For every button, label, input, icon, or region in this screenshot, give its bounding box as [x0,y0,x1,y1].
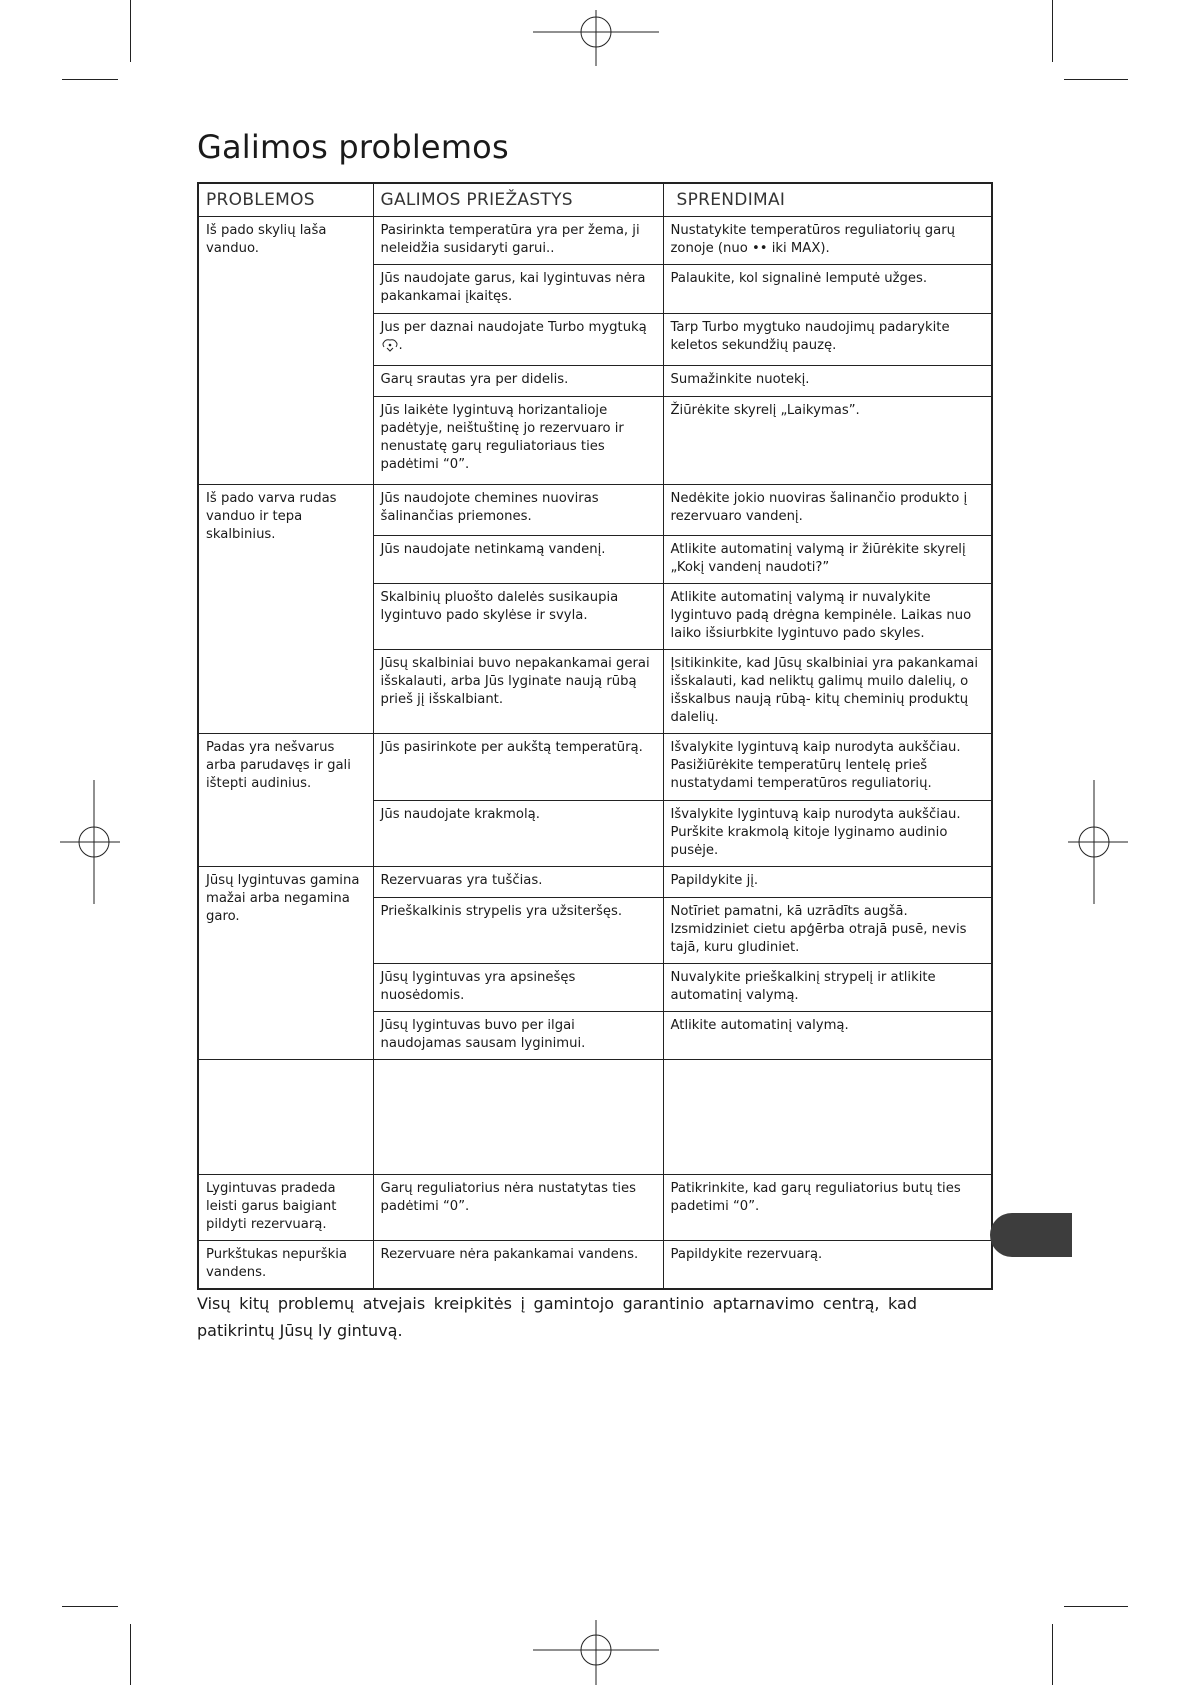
section-tab-marker [990,1213,1072,1257]
cause-suffix: . [398,338,403,353]
solution-cell: Įsitikinkite, kad Jūsų skalbiniai yra pakankamai išskalauti, kad neliktų galimų muilo dalelių, o išskalbus naują rūbą- kitų cheminių produktų dalelių. [663,650,992,734]
header-row [198,183,992,217]
cause-cell: Jūs naudojate netinkamą vandenį. [373,536,663,584]
cause-text: Jus per daznai naudojate Turbo mygtuką [380,320,647,335]
crop-mark [1052,0,1053,62]
solution-cell: Nuvalykite prieškalkinį strypelį ir atlikite automatinį valymą. [663,964,992,1012]
solution-cell: Atlikite automatinį valymą ir nuvalykite lygintuvo padą drėgna kempinėle. Laikas nuo laiko išsiurbkite lygintuvo pado skyles. [663,584,992,650]
problem-cell: Iš pado skylių laša vanduo. [198,217,373,485]
crop-mark [62,1606,118,1607]
cause-cell: Jūsų skalbiniai buvo nepakankamai gerai išskalauti, arba Jūs lyginate naują rūbą prieš jį išskalbiant. [373,650,663,734]
solution-cell: Patikrinkite, kad garų reguliatorius butų ties padetimi “0”. [663,1175,992,1241]
crop-mark [1064,79,1128,80]
table-row [198,217,992,265]
header-solution: SPRENDIMAI [663,183,992,217]
solution-cell: Žiūrėkite skyrelį „Laikymas”. [663,397,992,485]
solution-cell: Sumažinkite nuotekį. [663,366,992,397]
cause-cell: Jūs laikėte lygintuvą horizantalioje padėtyje, neištuštinę jo rezervuaro ir nenustatę garų reguliatoriaus ties padėtimi “0”. [373,397,663,485]
solution-cell: Atlikite automatinį valymą. [663,1012,992,1060]
crop-mark [130,0,131,62]
problem-cell: Lygintuvas pradeda leisti garus baigiant pildyti rezervuarą. [198,1175,373,1241]
header-problem: PROBLEMOS [198,183,373,217]
cause-cell: Rezervuaras yra tuščias. [373,867,663,898]
solution-cell: Notīriet pamatni, kā uzrādīts augšā. Izsmidziniet cietu apģērba otrajā pusē, nevis tajā, kuru gludiniet. [663,898,992,964]
solution-cell: Papildykite jį. [663,867,992,898]
registration-mark-left [60,780,120,904]
problem-cell: Iš pado varva rudas vanduo ir tepa skalbinius. [198,485,373,734]
crop-mark [1052,1624,1053,1685]
solution-cell: Papildykite rezervuarą. [663,1241,992,1290]
footer-note: Visų kitų problemų atvejais kreipkitės į gamintojo garantinio aptarnavimo centrą, kad patikrintų Jūsų ly gintuvą. [197,1294,917,1340]
cause-cell: Pasirinkta temperatūra yra per žema, ji neleidžia susidaryti garui.. [373,217,663,265]
cause-cell: Prieškalkinis strypelis yra užsiteršęs. [373,898,663,964]
cause-cell: Garų srautas yra per didelis. [373,366,663,397]
table-row [198,1241,992,1290]
cause-cell: Jūsų lygintuvas yra apsinešęs nuosėdomis. [373,964,663,1012]
table-row [198,1175,992,1241]
cause-cell: Jūsų lygintuvas buvo per ilgai naudojamas sausam lyginimui. [373,1012,663,1060]
problem-cell: Purkštukas nepurškia vandens. [198,1241,373,1290]
crop-mark [1064,1606,1128,1607]
cause-cell: Jūs naudojote chemines nuoviras šalinančias priemones. [373,485,663,536]
solution-cell: Atlikite automatinį valymą ir žiūrėkite skyrelį „Kokį vandenį naudoti?” [663,536,992,584]
registration-mark-bottom [533,1620,659,1685]
header-cause: GALIMOS PRIEŽASTYS [373,183,663,217]
registration-mark-right [1068,780,1128,904]
cause-cell: Skalbinių pluošto dalelės susikaupia lygintuvo pado skylėse ir svyla. [373,584,663,650]
cause-cell: Garų reguliatorius nėra nustatytas ties padėtimi “0”. [373,1175,663,1241]
crop-mark [62,79,118,80]
problem-cell: Jūsų lygintuvas gamina mažai arba negamina garo. [198,867,373,1060]
cause-cell: Jūs naudojate garus, kai lygintuvas nėra pakankamai įkaitęs. [373,265,663,314]
crop-mark [130,1624,131,1685]
cause-cell: Rezervuare nėra pakankamai vandens. [373,1241,663,1290]
solution-cell: Palaukite, kol signalinė lemputė užges. [663,265,992,314]
solution-cell: Išvalykite lygintuvą kaip nurodyta aukščiau. Purškite krakmolą kitoje lyginamo audinio pusėje. [663,801,992,867]
solution-cell: Nustatykite temperatūros reguliatorių garų zonoje (nuo •• iki MAX). [663,217,992,265]
troubleshooting-table [197,182,993,1290]
cause-cell [373,314,663,366]
cause-cell [373,1060,663,1175]
turbo-steam-icon [381,338,399,353]
solution-cell: Išvalykite lygintuvą kaip nurodyta aukščiau. Pasižiūrėkite temperatūrų lentelę prieš nustatydami temperatūros reguliatorių. [663,734,992,801]
table-row [198,867,992,898]
solution-cell: Tarp Turbo mygtuko naudojimų padarykite keletos sekundžių pauzę. [663,314,992,366]
registration-mark-top [533,10,659,66]
solution-cell: Nedėkite jokio nuoviras šalinančio produkto į rezervuaro vandenį. [663,485,992,536]
problem-cell [198,1060,373,1175]
problem-cell: Padas yra nešvarus arba parudavęs ir gali ištepti audinius. [198,734,373,867]
table-row [198,734,992,801]
table-row [198,1060,992,1175]
cause-cell: Jūs pasirinkote per aukštą temperatūrą. [373,734,663,801]
table-row [198,485,992,536]
cause-cell: Jūs naudojate krakmolą. [373,801,663,867]
page-title: Galimos problemos [197,128,509,166]
solution-cell [663,1060,992,1175]
